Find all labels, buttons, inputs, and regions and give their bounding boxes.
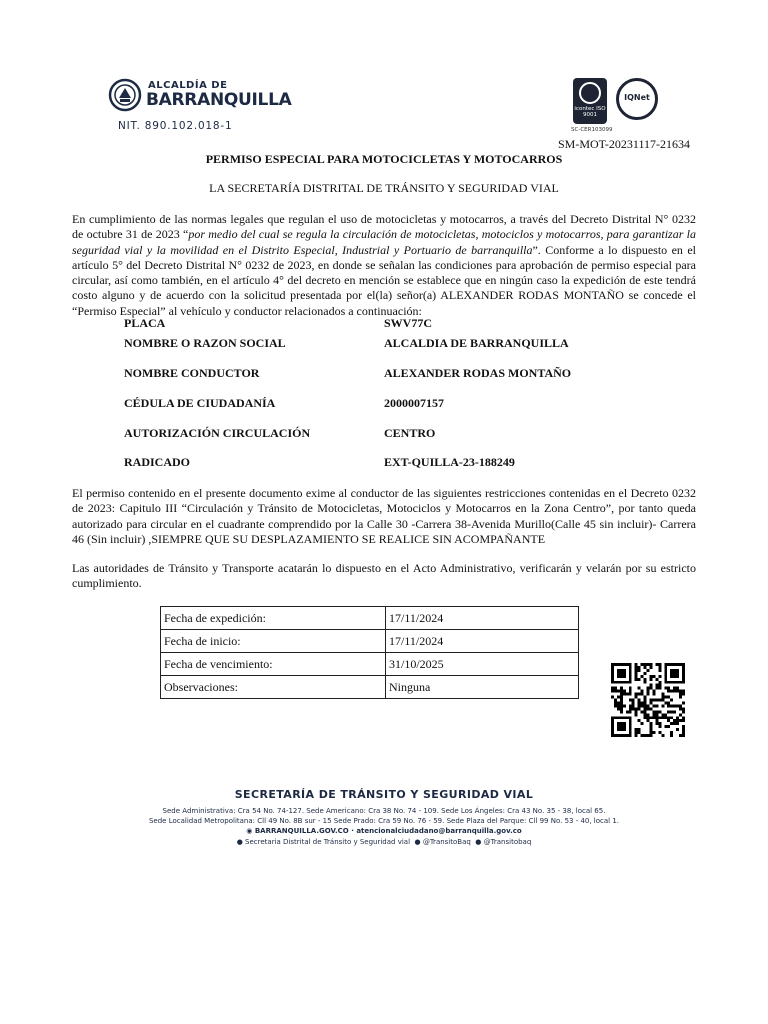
table-cell-label: Fecha de inicio: [161, 630, 386, 653]
intro-part2: ”. Conforme a lo dispuesto en el artículo 5° del Decreto Distrital N° 0232 de 2023, en donde se señalan las condiciones para aprobación de permiso especial para circular, así como también, en el artículo 4° del decreto en mención se establece que en ningún caso la expedición de este tendrá costo alguno y de acuerdo con la solicitud presentada por el(la) señor(a) ALEXANDER RODAS MONTAÑO se concede el “Permiso Especial” al vehículo y conductor relacionados a continuación: [72, 242, 696, 318]
table-cell-label: Fecha de expedición: [161, 607, 386, 630]
footer [0, 788, 768, 848]
table-row [161, 607, 579, 630]
footer-instagram-link[interactable]: @TransitoBaq [422, 838, 471, 846]
table-cell-value: 31/10/2025 [386, 653, 579, 676]
document-number: SM-MOT-20231117-21634 [558, 137, 691, 151]
table-row [161, 653, 579, 676]
field-label: CÉDULA DE CIUDADANÍA [124, 396, 276, 410]
field-value: 2000007157 [384, 396, 444, 410]
footer-address-2: Sede Localidad Metropolitana: Cll 49 No. 8B sur - 15 Sede Prado: Cra 59 No. 76 - 59. Sede Plaza del Parque: Cll 99 No. 53 - 40, local 1. [148, 817, 620, 825]
table-cell-value: Ninguna [386, 676, 579, 699]
field-row-nombre-razon-social [124, 336, 644, 352]
document-subtitle: LA SECRETARÍA DISTRITAL DE TRÁNSITO Y SEGURIDAD VIAL [209, 181, 559, 195]
twitter-icon: ● [475, 838, 482, 846]
instagram-icon: ● [414, 838, 421, 846]
field-label: NOMBRE O RAZON SOCIAL [124, 336, 286, 350]
intro-paragraph [72, 212, 696, 319]
field-row-radicado [124, 455, 644, 471]
icontec-cert-logo [573, 78, 607, 124]
qr-code-icon[interactable] [611, 663, 685, 737]
footer-twitter-link[interactable]: @Transitobaq [483, 838, 532, 846]
table-cell-label: Fecha de vencimiento: [161, 653, 386, 676]
field-value: CENTRO [384, 426, 436, 440]
field-label: NOMBRE CONDUCTOR [124, 366, 260, 380]
barranquilla-logo [108, 76, 292, 136]
field-value: SWV77C [384, 316, 433, 330]
field-value: ALEXANDER RODAS MONTAÑO [384, 366, 572, 380]
field-label: PLACA [124, 316, 166, 330]
table-row [161, 630, 579, 653]
table-cell-value: 17/11/2024 [386, 607, 579, 630]
table-row [161, 676, 579, 699]
field-row-autorizacion [124, 426, 644, 442]
intro-part1: En cumplimiento de las normas legales que regulan el uso de motocicletas y motocarros, a través del Decreto Distrital N° 0232 de octubre 31 de 2023 “ [72, 212, 696, 242]
intro-italic: por medio del cual se regula la circulación de motocicletas, motociclos y motocarros, para garantizar la seguridad vial y la movilidad en el Distrito Especial, Industrial y Portuario de barranquilla [72, 227, 696, 257]
facebook-icon: ● [236, 838, 243, 846]
table-cell-value: 17/11/2024 [386, 630, 579, 653]
field-label: RADICADO [124, 455, 190, 469]
cert1-text: icontec ISO 9001 [574, 106, 606, 118]
nit-text: NIT. 890.102.018-1 [118, 120, 233, 132]
city-seal-icon [108, 78, 142, 112]
footer-contact: ◉ BARRANQUILLA.GOV.CO · atencionalciudadano@barranquilla.gov.co [246, 827, 522, 835]
table-cell-label: Observaciones: [161, 676, 386, 699]
field-label: AUTORIZACIÓN CIRCULACIÓN [124, 426, 311, 440]
footer-website-link[interactable]: BARRANQUILLA.GOV.CO [254, 827, 349, 835]
field-value: EXT-QUILLA-23-188249 [384, 455, 515, 469]
cert-code: SC-CER103099 [571, 127, 613, 133]
icontec-icon [579, 82, 601, 104]
authorities-paragraph: Las autoridades de Tránsito y Transporte acatarán lo dispuesto en el Acto Administrativo, verificarán y velarán por su estricto cumplimiento. [72, 561, 696, 591]
footer-title: SECRETARÍA DE TRÁNSITO Y SEGURIDAD VIAL [234, 788, 534, 801]
logo-main-text: BARRANQUILLA [146, 90, 292, 110]
iqnet-cert-logo [616, 78, 658, 120]
field-row-cedula [124, 396, 644, 412]
field-row-placa [124, 316, 644, 332]
footer-email-link[interactable]: atencionalciudadano@barranquilla.gov.co [356, 827, 522, 835]
globe-icon: ◉ [246, 827, 253, 835]
footer-address-1: Sede Administrativa: Cra 54 No. 74-127. Sede Americano: Cra 38 No. 74 - 109. Sede Los Ángeles: Cra 43 No. 35 - 38, local 65. [162, 807, 606, 815]
restrictions-paragraph: El permiso contenido en el presente documento exime al conductor de las siguientes restricciones contenidas en el Decreto 0232 de 2023: Capitulo III “Circulación y Tránsito de Motocicletas, Motociclos y Motocarros en la Zona Centro”, por tanto queda autorizado para circular en el cuadrante comprendido por la Calle 30 -Carrera 38-Avenida Murillo(Calle 45 sin incluir)- Carrera 46 (Sin incluir) ,SIEMPRE QUE SU DESPLAZAMIENTO SE REALICE SIN ACOMPAÑANTE [72, 486, 696, 546]
field-row-nombre-conductor [124, 366, 644, 382]
logo-top-text: ALCALDÍA DE [148, 80, 228, 91]
footer-social [0, 837, 768, 848]
footer-facebook-link[interactable]: Secretaria Distrital de Tránsito y Seguridad vial [245, 838, 411, 846]
document-title: PERMISO ESPECIAL PARA MOTOCICLETAS Y MOTOCARROS [205, 152, 563, 166]
field-value: ALCALDIA DE BARRANQUILLA [384, 336, 569, 350]
cert2-text: IQNet [624, 93, 650, 102]
dates-table [160, 606, 579, 699]
